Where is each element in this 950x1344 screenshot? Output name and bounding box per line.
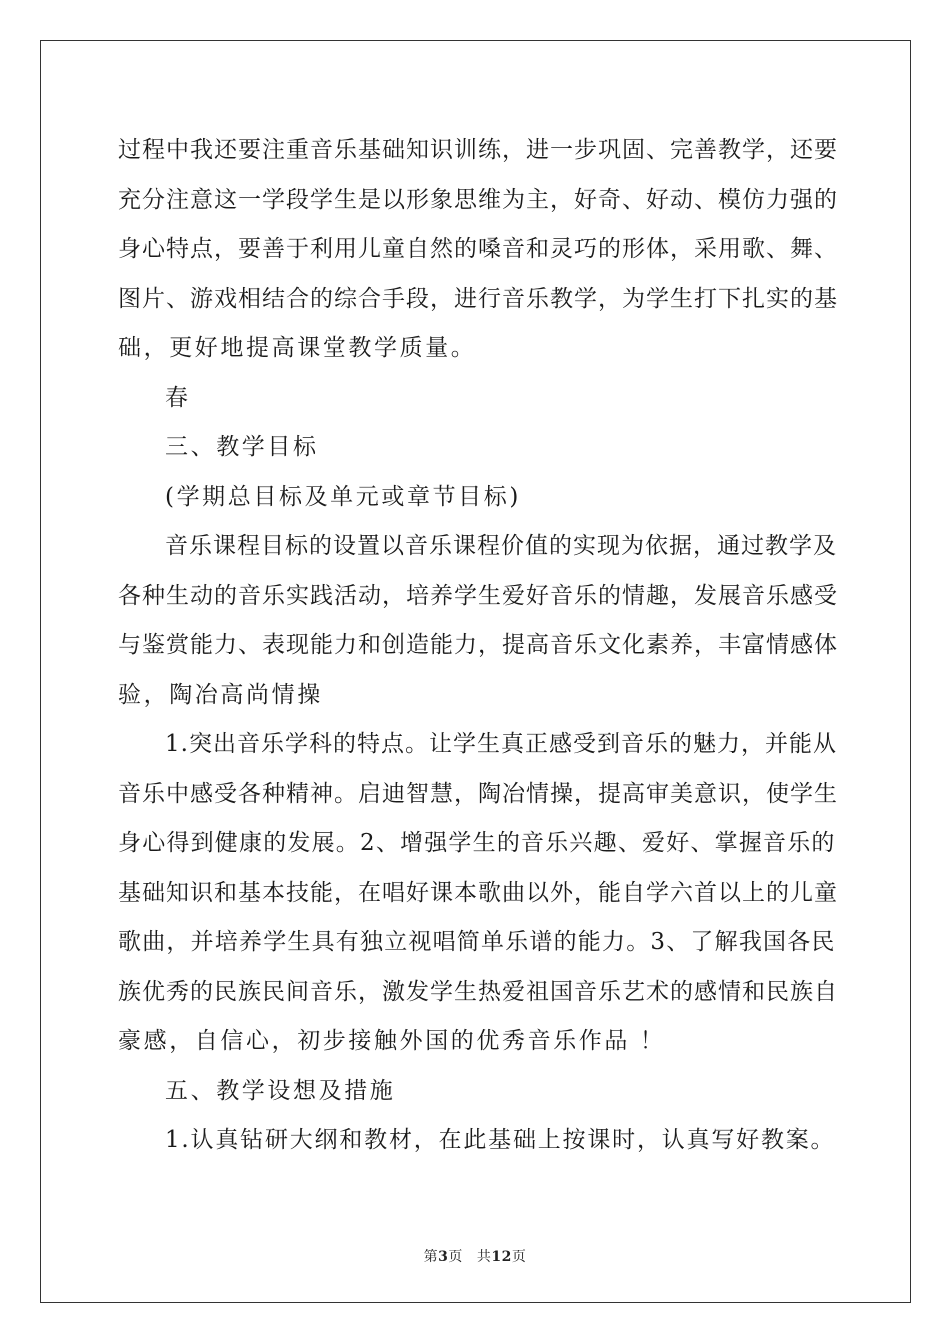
text-line: (学期总目标及单元或章节目标) (165, 483, 521, 510)
text-line: 春 (165, 384, 191, 411)
text-line: 1.认真钻研大纲和教材，在此基础上按课时，认真写好教案。 (165, 1127, 836, 1153)
page-prefix: 第 (423, 1249, 439, 1265)
text-line: 础，更好地提高课堂教学质量。 (118, 335, 477, 361)
text-line: 豪感，自信心，初步接触外国的优秀音乐作品 ！ (118, 1028, 666, 1054)
text-line: 基础知识和基本技能，在唱好课本歌曲以外，能自学六首以上的儿童 (118, 879, 838, 906)
document-body (118, 126, 838, 1166)
section-heading: 五、教学设想及措施 (165, 1077, 396, 1104)
text-line: 与鉴赏能力、表现能力和创造能力，提高音乐文化素养，丰富情感体 (118, 632, 838, 658)
text-line: 歌曲，并培养学生具有独立视唱简单乐谱的能力。3、了解我国各民 (118, 929, 836, 955)
total-prefix: 共 (476, 1249, 492, 1265)
text-line: 过程中我还要注重音乐基础知识训练，进一步巩固、完善教学，还要 (118, 137, 838, 163)
text-line: 音乐课程目标的设置以音乐课程价值的实现为依据，通过教学及 (165, 533, 837, 559)
page-footer (0, 1246, 950, 1266)
page-suffix: 页 (448, 1249, 463, 1265)
total-pages: 12 (491, 1249, 512, 1265)
text-line: 1.突出音乐学科的特点。让学生真正感受到音乐的魅力，并能从 (165, 731, 837, 757)
text-line: 身心得到健康的发展。2、增强学生的音乐兴趣、爱好、掌握音乐的 (118, 830, 836, 856)
total-suffix: 页 (511, 1249, 527, 1265)
text-line: 验，陶冶高尚情操 (118, 681, 323, 708)
page-number: 3 (438, 1249, 449, 1265)
text-line: 身心特点，要善于利用儿童自然的嗓音和灵巧的形体，采用歌、舞、 (118, 236, 838, 262)
text-line: 各种生动的音乐实践活动，培养学生爱好音乐的情趣，发展音乐感受 (118, 582, 838, 609)
section-heading: 三、教学目标 (165, 434, 319, 460)
text-line: 音乐中感受各种精神。启迪智慧，陶冶情操，提高审美意识，使学生 (118, 780, 838, 807)
text-line: 充分注意这一学段学生是以形象思维为主，好奇、好动、模仿力强的 (118, 186, 838, 213)
text-line: 族优秀的民族民间音乐，激发学生热爱祖国音乐艺术的感情和民族自 (118, 978, 838, 1005)
text-line: 图片、游戏相结合的综合手段，进行音乐教学，为学生打下扎实的基 (118, 285, 838, 312)
